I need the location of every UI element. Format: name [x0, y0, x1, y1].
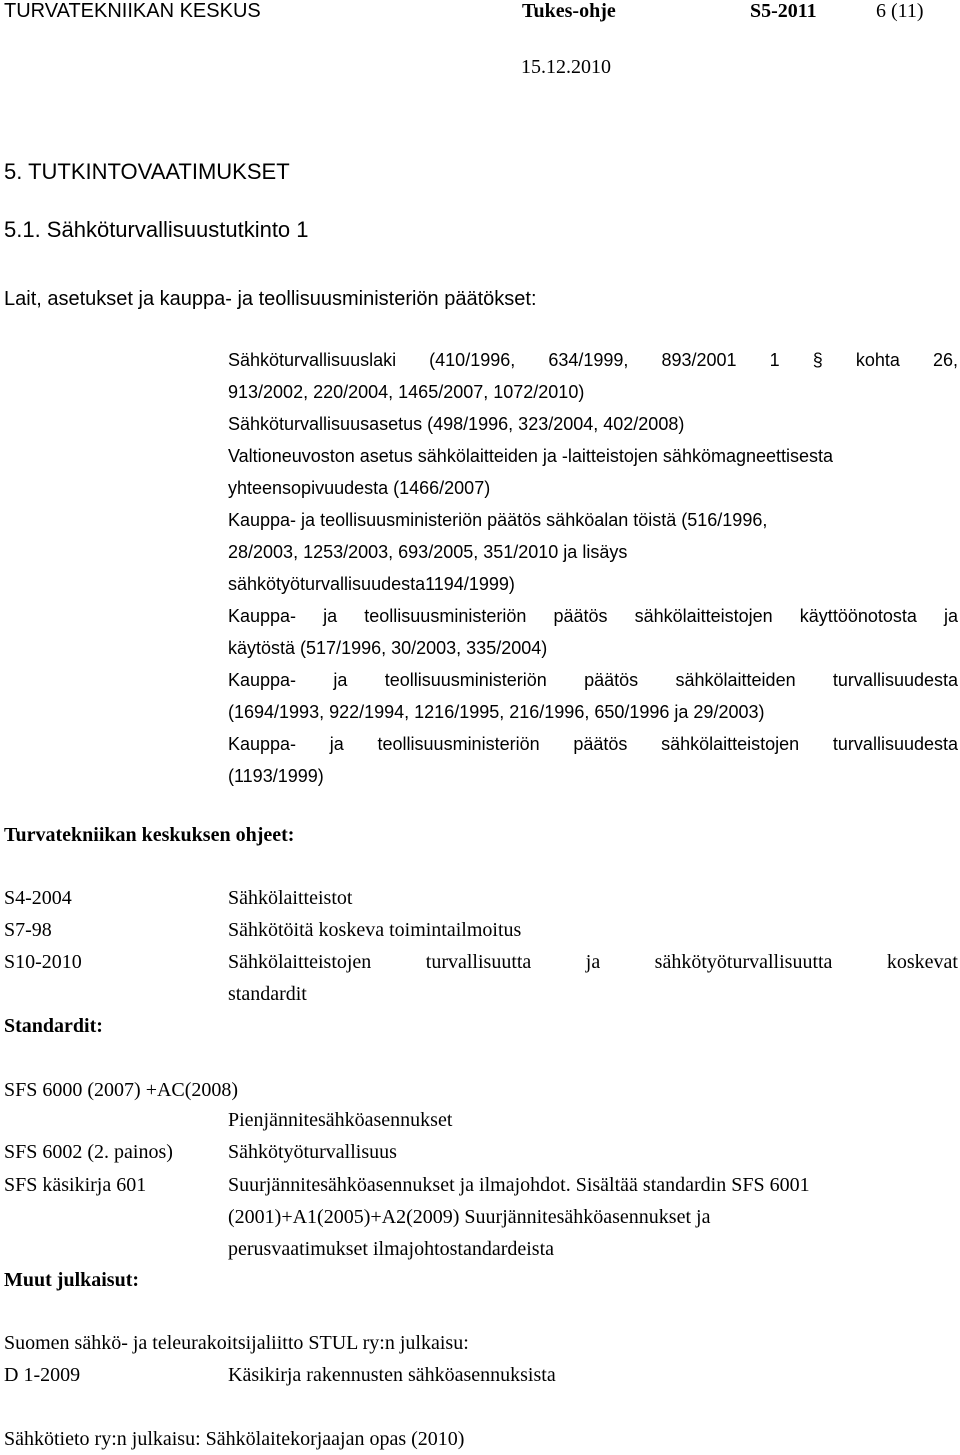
d-code: D 1-2009	[4, 1364, 81, 1386]
law-item: (1193/1999)	[228, 766, 324, 786]
standard-code: SFS käsikirja 601	[4, 1174, 147, 1196]
header-doc-id: S5-2011	[750, 0, 817, 22]
law-item: Valtioneuvoston asetus sähkölaitteiden ja -laitteistojen sähkömagneettisesta	[228, 446, 834, 466]
law-item: sähkötyöturvallisuudesta1194/1999)	[228, 574, 515, 594]
guide-title: Sähkötöitä koskeva toimintailmoitus	[228, 919, 522, 941]
header-date: 15.12.2010	[521, 56, 611, 78]
stul-intro: Suomen sähkö- ja teleurakoitsijaliitto STUL ry:n julkaisu:	[4, 1332, 469, 1354]
law-item: Kauppa- ja teollisuusministeriön päätös sähkölaitteiden turvallisuudesta	[228, 670, 958, 690]
guide-title: standardit	[228, 983, 307, 1005]
laws-heading: Lait, asetukset ja kauppa- ja teollisuusministeriön päätökset:	[4, 288, 537, 310]
guide-code: S7-98	[4, 919, 52, 941]
law-item: yhteensopivuudesta (1466/2007)	[228, 478, 491, 498]
standard-title: perusvaatimukset ilmajohtostandardeista	[228, 1238, 555, 1260]
sahkotieto-line: Sähkötieto ry:n julkaisu: Sähkölaitekorjaajan opas (2010)	[4, 1428, 465, 1450]
law-item: Sähköturvallisuuslaki (410/1996, 634/1999, 893/2001 1 § kohta 26,	[228, 350, 958, 370]
standard-title: Suurjännitesähköasennukset ja ilmajohdot. Sisältää standardin SFS 6001	[228, 1174, 810, 1196]
header-page: 6 (11)	[876, 0, 924, 22]
law-item: Sähköturvallisuusasetus (498/1996, 323/2004, 402/2008)	[228, 414, 685, 434]
guide-code: S10-2010	[4, 951, 82, 973]
law-item: käytöstä (517/1996, 30/2003, 335/2004)	[228, 638, 548, 658]
standards-heading: Standardit:	[4, 1015, 103, 1037]
law-item: Kauppa- ja teollisuusministeriön päätös sähkölaitteistojen turvallisuudesta	[228, 734, 958, 754]
standard-title: (2001)+A1(2005)+A2(2009) Suurjännitesähköasennukset ja	[228, 1206, 711, 1228]
d-title: Käsikirja rakennusten sähköasennuksista	[228, 1364, 556, 1386]
standard-title: Pienjännitesähköasennukset	[228, 1109, 453, 1131]
guide-title-block	[228, 946, 958, 1010]
law-item: 28/2003, 1253/2003, 693/2005, 351/2010 ja lisäys	[228, 542, 628, 562]
guide-title: Sähkölaitteistojen turvallisuutta ja sähkötyöturvallisuutta koskevat	[228, 951, 958, 973]
section-title: 5. TUTKINTOVAATIMUKSET	[4, 159, 290, 184]
laws-list	[228, 344, 958, 792]
subsection-title: 5.1. Sähköturvallisuustutkinto 1	[4, 217, 309, 242]
law-item: Kauppa- ja teollisuusministeriön päätös sähkölaitteistojen käyttöönotosta ja	[228, 606, 958, 626]
law-item: Kauppa- ja teollisuusministeriön päätös sähköalan töistä (516/1996,	[228, 510, 768, 530]
standard-code: SFS 6002 (2. painos)	[4, 1141, 173, 1163]
guide-title: Sähkölaitteistot	[228, 887, 353, 909]
law-item: 913/2002, 220/2004, 1465/2007, 1072/2010)	[228, 382, 585, 402]
other-heading: Muut julkaisut:	[4, 1269, 140, 1291]
standard-title-block	[228, 1169, 958, 1265]
header-org: TURVATEKNIIKAN KESKUS	[4, 0, 261, 22]
law-item: (1694/1993, 922/1994, 1216/1995, 216/1996, 650/1996 ja 29/2003)	[228, 702, 765, 722]
standard-code: SFS 6000 (2007) +AC(2008)	[4, 1079, 239, 1101]
guides-heading: Turvatekniikan keskuksen ohjeet:	[4, 824, 295, 846]
guide-code: S4-2004	[4, 887, 72, 909]
standard-title: Sähkötyöturvallisuus	[228, 1141, 397, 1163]
header-doc-type: Tukes-ohje	[522, 0, 616, 22]
